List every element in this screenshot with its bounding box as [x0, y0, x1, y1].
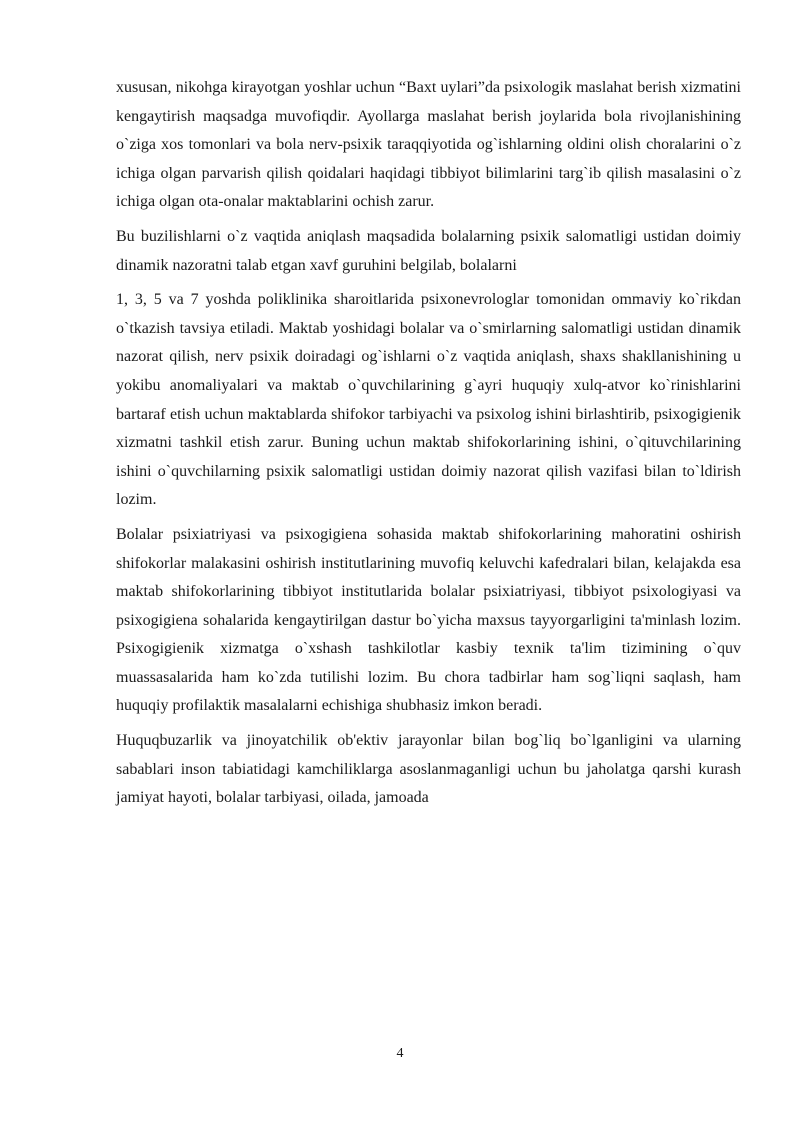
paragraph-3: 1, 3, 5 va 7 yoshda poliklinika sharoitlarida psixonevrologlar tomonidan ommaviy ko`rikdan o`tkazish tavsiya etiladi. Maktab yoshidagi bolalar va o`smirlarning salomatligi ustidan dinamik nazorat qilish, nerv psixik doiradagi og`ishlarni o`z vaqtida aniqlash, shaxs shakllanishining u yokibu anomaliyalari va maktab o`quvchilarining g`ayri huquqiy xulq-atvor ko`rinishlarini bartaraf etish uchun maktablarda shifokor tarbiyachi va psixolog ishini birlashtirib, psixogigienik xizmatni tashkil etish zarur. Buning uchun maktab shifokorlarining ishini, o`qituvchilarining ishini o`quvchilarning psixik salomatligi ustidan doimiy nazorat qilish vazifasi bilan to`ldirish lozim.: [116, 291, 741, 509]
paragraph-5: Huquqbuzarlik va jinoyatchilik ob'ektiv jarayonlar bilan bog`liq bo`lganligini va ularning sabablari inson tabiatidagi kamchiliklarga asoslanmaganligi uchun bu jaholatga qarshi kurash jamiyat hayoti, bolalar tarbiyasi, oilada, jamoada: [116, 732, 741, 807]
body-text: [116, 74, 741, 819]
paragraph-4: Bolalar psixiatriyasi va psixogigiena sohasida maktab shifokorlarining mahoratini oshirish shifokorlar malakasini oshirish institutlarining muvofiq keluvchi kafedralari bilan, kelajakda esa maktab shifokorlarining tibbiyot institutlarida bolalar psixiatriyasi, tibbiyot psixologiyasi va psixogigiena sohalarida kengaytirilgan dastur bo`yicha maxsus tayyorgarligini ta'minlash lozim. Psixogigienik xizmatga o`xshash tashkilotlar kasbiy texnik ta'lim tizimining o`quv muassasalarida ham ko`zda tutilishi lozim. Bu chora tadbirlar ham sog`liqni saqlash, ham huquqiy profilaktik masalalarni echishiga shubhasiz imkon beradi.: [116, 525, 741, 715]
paragraph-2: Bu buzilishlarni o`z vaqtida aniqlash maqsadida bolalarning psixik salomatligi ustidan doimiy dinamik nazoratni talab etgan xavf guruhini belgilab, bolalarni: [116, 227, 741, 274]
page-number: 4: [396, 1046, 404, 1061]
paragraph-1: xususan, nikohga kirayotgan yoshlar uchun “Baxt uylari”da psixologik maslahat berish xizmatini kengaytirish maqsadga muvofiqdir. Ayollarga maslahat berish joylarida bola rivojlanishining o`ziga xos tomonlari va bola nerv-psixik taraqqiyotida og`ishlarning oldini olish choralarini o`z ichiga olgan parvarish qilish qoidalari haqidagi tibbiyot bilimlarini targ`ib qilish masalasini o`z ichiga olgan ota-onalar maktablarini ochish zarur.: [116, 79, 741, 211]
